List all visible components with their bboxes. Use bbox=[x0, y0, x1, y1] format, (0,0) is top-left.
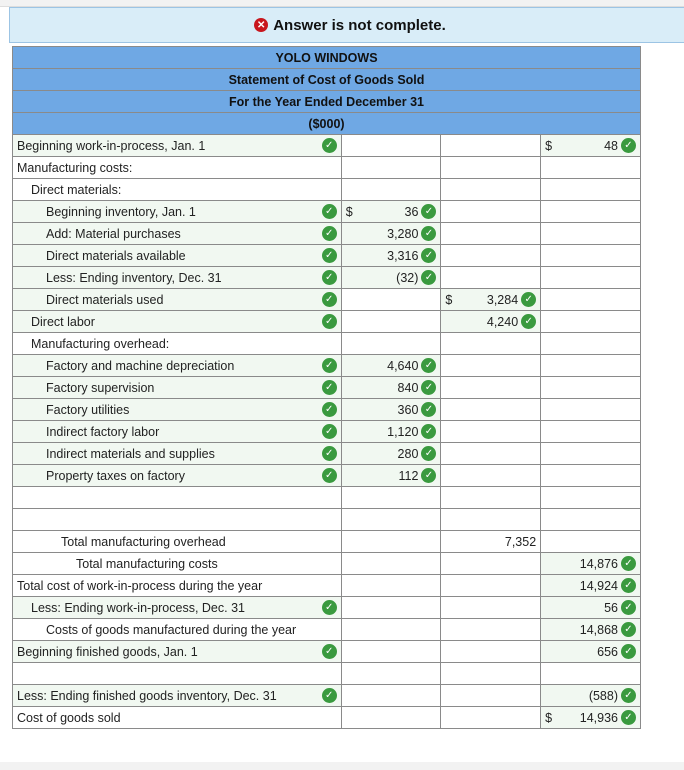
check-icon: ✓ bbox=[322, 138, 337, 153]
amount-cell-col2[interactable] bbox=[341, 289, 441, 311]
row-label: Property taxes on factory bbox=[46, 468, 185, 483]
row-label: Indirect materials and supplies bbox=[46, 446, 215, 461]
table-row bbox=[13, 553, 641, 575]
amount-cell-col3[interactable] bbox=[441, 377, 541, 399]
amount-cell-col2[interactable] bbox=[341, 135, 441, 157]
check-icon: ✓ bbox=[421, 402, 436, 417]
amount-value: 1,120 bbox=[387, 424, 419, 439]
amount-cell-col3[interactable] bbox=[441, 465, 541, 487]
row-label: Beginning work-in-process, Jan. 1 bbox=[17, 138, 206, 153]
table-row bbox=[13, 641, 641, 663]
table-row bbox=[13, 399, 641, 421]
amount-cell-col3[interactable] bbox=[441, 685, 541, 707]
table-row bbox=[13, 575, 641, 597]
row-label: Costs of goods manufactured during the year bbox=[46, 622, 297, 637]
row-label: Direct materials available bbox=[46, 248, 186, 263]
table-row bbox=[13, 421, 641, 443]
amount-cell-col3[interactable] bbox=[441, 201, 541, 223]
row-label: Less: Ending finished goods inventory, Dec. 31 bbox=[17, 688, 277, 703]
amount-cell-col4[interactable] bbox=[541, 179, 641, 201]
dollar-sign: $ bbox=[445, 292, 453, 307]
table-row bbox=[13, 619, 641, 641]
amount-value: (32) bbox=[396, 270, 419, 285]
amount-cell-col2[interactable] bbox=[341, 707, 441, 729]
amount-cell-col3[interactable] bbox=[441, 641, 541, 663]
amount-value: 4,640 bbox=[387, 358, 419, 373]
check-icon: ✓ bbox=[322, 468, 337, 483]
top-bar bbox=[0, 0, 684, 7]
check-icon: ✓ bbox=[421, 226, 436, 241]
table-row bbox=[13, 333, 641, 355]
row-label: Cost of goods sold bbox=[17, 710, 121, 725]
check-icon: ✓ bbox=[421, 204, 436, 219]
label-cell[interactable] bbox=[13, 641, 342, 663]
check-icon: ✓ bbox=[621, 710, 636, 725]
label-cell[interactable] bbox=[13, 619, 342, 641]
amount-cell-col2[interactable] bbox=[341, 355, 441, 377]
amount-cell-col4[interactable] bbox=[541, 333, 641, 355]
amount-value: 3,316 bbox=[387, 248, 419, 263]
amount-cell-col4[interactable] bbox=[541, 487, 641, 509]
amount-cell-col2[interactable] bbox=[341, 443, 441, 465]
check-icon: ✓ bbox=[322, 314, 337, 329]
label-cell[interactable] bbox=[13, 333, 342, 355]
table-row bbox=[13, 355, 641, 377]
amount-value: 14,936 bbox=[579, 710, 618, 725]
check-icon: ✓ bbox=[322, 204, 337, 219]
amount-cell-col2[interactable] bbox=[341, 663, 441, 685]
table-row bbox=[13, 597, 641, 619]
label-cell[interactable] bbox=[13, 421, 342, 443]
row-label: Factory and machine depreciation bbox=[46, 358, 235, 373]
amount-cell-col4[interactable] bbox=[541, 311, 641, 333]
row-label: Total cost of work-in-process during the year bbox=[17, 578, 263, 593]
amount-cell-col3[interactable] bbox=[441, 245, 541, 267]
amount-cell-col2[interactable] bbox=[341, 223, 441, 245]
amount-value: (588) bbox=[588, 688, 618, 703]
amount-cell-col3[interactable] bbox=[441, 575, 541, 597]
amount-value: 48 bbox=[604, 138, 618, 153]
row-label: Less: Ending inventory, Dec. 31 bbox=[46, 270, 222, 285]
amount-cell-col2[interactable] bbox=[341, 201, 441, 223]
amount-cell-col3[interactable] bbox=[441, 443, 541, 465]
table-row bbox=[13, 509, 641, 531]
amount-cell-col3[interactable] bbox=[441, 267, 541, 289]
amount-cell-col2[interactable] bbox=[341, 531, 441, 553]
label-cell[interactable] bbox=[13, 289, 342, 311]
bottom-bar bbox=[0, 762, 684, 770]
amount-value: 840 bbox=[397, 380, 419, 395]
label-cell[interactable] bbox=[13, 245, 342, 267]
header-row bbox=[13, 47, 641, 69]
check-icon: ✓ bbox=[421, 380, 436, 395]
check-icon: ✓ bbox=[322, 226, 337, 241]
table-row bbox=[13, 223, 641, 245]
table-row bbox=[13, 157, 641, 179]
label-cell[interactable] bbox=[13, 553, 342, 575]
row-label: Factory supervision bbox=[46, 380, 155, 395]
amount-cell-col2[interactable] bbox=[341, 333, 441, 355]
table-row bbox=[13, 245, 641, 267]
check-icon: ✓ bbox=[421, 468, 436, 483]
amount-cell-col4[interactable] bbox=[541, 641, 641, 663]
check-icon: ✓ bbox=[621, 138, 636, 153]
x-circle-icon: ✕ bbox=[254, 18, 268, 32]
amount-cell-col4[interactable] bbox=[541, 443, 641, 465]
label-cell[interactable] bbox=[13, 135, 342, 157]
amount-cell-col4[interactable] bbox=[541, 355, 641, 377]
amount-cell-col3[interactable] bbox=[441, 421, 541, 443]
check-icon: ✓ bbox=[322, 248, 337, 263]
label-cell[interactable] bbox=[13, 267, 342, 289]
amount-cell-col2[interactable] bbox=[341, 575, 441, 597]
table-row bbox=[13, 201, 641, 223]
amount-cell-col3[interactable] bbox=[441, 333, 541, 355]
amount-cell-col3[interactable] bbox=[441, 597, 541, 619]
amount-cell-col2[interactable] bbox=[341, 399, 441, 421]
table-row bbox=[13, 685, 641, 707]
row-label: Beginning inventory, Jan. 1 bbox=[46, 204, 196, 219]
amount-cell-col4[interactable] bbox=[541, 465, 641, 487]
row-label: Add: Material purchases bbox=[46, 226, 181, 241]
row-label: Indirect factory labor bbox=[46, 424, 160, 439]
check-icon: ✓ bbox=[521, 314, 536, 329]
check-icon: ✓ bbox=[421, 424, 436, 439]
amount-value: 14,876 bbox=[579, 556, 618, 571]
amount-cell-col4[interactable] bbox=[541, 399, 641, 421]
statement-period: For the Year Ended December 31 bbox=[13, 91, 641, 113]
label-cell[interactable] bbox=[13, 531, 342, 553]
amount-cell-col3[interactable] bbox=[441, 289, 541, 311]
label-cell[interactable] bbox=[13, 597, 342, 619]
amount-cell-col3[interactable] bbox=[441, 707, 541, 729]
amount-value: 280 bbox=[397, 446, 419, 461]
label-cell[interactable] bbox=[13, 509, 342, 531]
amount-cell-col4[interactable] bbox=[541, 619, 641, 641]
table-row bbox=[13, 663, 641, 685]
label-cell[interactable] bbox=[13, 465, 342, 487]
check-icon: ✓ bbox=[621, 578, 636, 593]
label-cell[interactable] bbox=[13, 179, 342, 201]
amount-cell-col4[interactable] bbox=[541, 553, 641, 575]
amount-cell-col2[interactable] bbox=[341, 157, 441, 179]
label-cell[interactable] bbox=[13, 487, 342, 509]
row-label: Manufacturing overhead: bbox=[31, 336, 170, 351]
amount-cell-col3[interactable] bbox=[441, 135, 541, 157]
table-row bbox=[13, 179, 641, 201]
amount-cell-col3[interactable] bbox=[441, 531, 541, 553]
check-icon: ✓ bbox=[621, 556, 636, 571]
dollar-sign: $ bbox=[345, 204, 353, 219]
label-cell[interactable] bbox=[13, 443, 342, 465]
amount-cell-col3[interactable] bbox=[441, 487, 541, 509]
table-row bbox=[13, 267, 641, 289]
amount-value: 7,352 bbox=[504, 534, 537, 549]
header-row bbox=[13, 113, 641, 135]
label-cell[interactable] bbox=[13, 399, 342, 421]
row-label: Less: Ending work-in-process, Dec. 31 bbox=[31, 600, 245, 615]
amount-value: 360 bbox=[397, 402, 419, 417]
amount-cell-col3[interactable] bbox=[441, 553, 541, 575]
table-row bbox=[13, 311, 641, 333]
amount-cell-col4[interactable] bbox=[541, 597, 641, 619]
check-icon: ✓ bbox=[322, 358, 337, 373]
amount-cell-col3[interactable] bbox=[441, 179, 541, 201]
amount-cell-col3[interactable] bbox=[441, 663, 541, 685]
amount-value: 3,280 bbox=[387, 226, 419, 241]
label-cell[interactable] bbox=[13, 157, 342, 179]
row-label: Total manufacturing overhead bbox=[61, 534, 226, 549]
amount-cell-col2[interactable] bbox=[341, 179, 441, 201]
amount-cell-col2[interactable] bbox=[341, 685, 441, 707]
check-icon: ✓ bbox=[421, 358, 436, 373]
table-row bbox=[13, 377, 641, 399]
amount-cell-col3[interactable] bbox=[441, 311, 541, 333]
label-cell[interactable] bbox=[13, 707, 342, 729]
label-cell[interactable] bbox=[13, 355, 342, 377]
label-cell[interactable] bbox=[13, 575, 342, 597]
amount-cell-col4[interactable] bbox=[541, 509, 641, 531]
check-icon: ✓ bbox=[322, 600, 337, 615]
row-label: Direct materials used bbox=[46, 292, 164, 307]
label-cell[interactable] bbox=[13, 663, 342, 685]
amount-cell-col4[interactable] bbox=[541, 289, 641, 311]
amount-cell-col4[interactable] bbox=[541, 707, 641, 729]
status-text: Answer is not complete. bbox=[273, 16, 446, 34]
cogs-statement-table bbox=[12, 46, 641, 729]
amount-value: 112 bbox=[398, 468, 419, 483]
amount-cell-col3[interactable] bbox=[441, 619, 541, 641]
amount-cell-col4[interactable] bbox=[541, 575, 641, 597]
amount-cell-col4[interactable] bbox=[541, 685, 641, 707]
amount-cell-col3[interactable] bbox=[441, 355, 541, 377]
check-icon: ✓ bbox=[322, 270, 337, 285]
label-cell[interactable] bbox=[13, 685, 342, 707]
amount-cell-col2[interactable] bbox=[341, 245, 441, 267]
amount-value: 4,240 bbox=[486, 314, 519, 329]
amount-cell-col3[interactable] bbox=[441, 223, 541, 245]
dollar-sign: $ bbox=[545, 138, 553, 153]
check-icon: ✓ bbox=[621, 622, 636, 637]
amount-cell-col4[interactable] bbox=[541, 663, 641, 685]
amount-value: 36 bbox=[404, 204, 419, 219]
amount-cell-col2[interactable] bbox=[341, 509, 441, 531]
amount-cell-col2[interactable] bbox=[341, 487, 441, 509]
amount-cell-col2[interactable] bbox=[341, 311, 441, 333]
statement-units: ($000) bbox=[13, 113, 641, 135]
row-label: Beginning finished goods, Jan. 1 bbox=[17, 644, 198, 659]
table-row bbox=[13, 531, 641, 553]
check-icon: ✓ bbox=[421, 270, 436, 285]
amount-cell-col3[interactable] bbox=[441, 157, 541, 179]
header-row bbox=[13, 69, 641, 91]
amount-cell-col2[interactable] bbox=[341, 619, 441, 641]
table-row bbox=[13, 465, 641, 487]
amount-cell-col2[interactable] bbox=[341, 267, 441, 289]
check-icon: ✓ bbox=[322, 688, 337, 703]
amount-cell-col4[interactable] bbox=[541, 245, 641, 267]
label-cell[interactable] bbox=[13, 377, 342, 399]
row-label: Manufacturing costs: bbox=[17, 160, 133, 175]
label-cell[interactable] bbox=[13, 311, 342, 333]
amount-cell-col4[interactable] bbox=[541, 157, 641, 179]
status-banner bbox=[9, 7, 684, 43]
amount-cell-col4[interactable] bbox=[541, 201, 641, 223]
row-label: Factory utilities bbox=[46, 402, 130, 417]
dollar-sign: $ bbox=[545, 710, 553, 725]
amount-value: 14,868 bbox=[579, 622, 618, 637]
amount-cell-col4[interactable] bbox=[541, 421, 641, 443]
table-row bbox=[13, 289, 641, 311]
amount-value: 14,924 bbox=[579, 578, 618, 593]
check-icon: ✓ bbox=[521, 292, 536, 307]
amount-value: 656 bbox=[597, 644, 618, 659]
statement-title: Statement of Cost of Goods Sold bbox=[13, 69, 641, 91]
amount-cell-col2[interactable] bbox=[341, 465, 441, 487]
amount-cell-col2[interactable] bbox=[341, 421, 441, 443]
amount-cell-col4[interactable] bbox=[541, 377, 641, 399]
check-icon: ✓ bbox=[421, 446, 436, 461]
amount-cell-col2[interactable] bbox=[341, 377, 441, 399]
check-icon: ✓ bbox=[621, 600, 636, 615]
header-row bbox=[13, 91, 641, 113]
amount-cell-col4[interactable] bbox=[541, 135, 641, 157]
check-icon: ✓ bbox=[322, 424, 337, 439]
amount-cell-col2[interactable] bbox=[341, 597, 441, 619]
table-row bbox=[13, 487, 641, 509]
amount-cell-col3[interactable] bbox=[441, 399, 541, 421]
amount-cell-col4[interactable] bbox=[541, 531, 641, 553]
company-name: YOLO WINDOWS bbox=[13, 47, 641, 69]
check-icon: ✓ bbox=[322, 292, 337, 307]
amount-cell-col2[interactable] bbox=[341, 553, 441, 575]
table-row bbox=[13, 443, 641, 465]
amount-cell-col3[interactable] bbox=[441, 509, 541, 531]
check-icon: ✓ bbox=[621, 644, 636, 659]
amount-cell-col4[interactable] bbox=[541, 223, 641, 245]
row-label: Direct materials: bbox=[31, 182, 122, 197]
row-label: Total manufacturing costs bbox=[76, 556, 218, 571]
check-icon: ✓ bbox=[322, 380, 337, 395]
check-icon: ✓ bbox=[322, 644, 337, 659]
table-row bbox=[13, 135, 641, 157]
label-cell[interactable] bbox=[13, 223, 342, 245]
check-icon: ✓ bbox=[322, 446, 337, 461]
label-cell[interactable] bbox=[13, 201, 342, 223]
check-icon: ✓ bbox=[421, 248, 436, 263]
amount-value: 3,284 bbox=[486, 292, 519, 307]
amount-cell-col4[interactable] bbox=[541, 267, 641, 289]
row-label: Direct labor bbox=[31, 314, 95, 329]
check-icon: ✓ bbox=[621, 688, 636, 703]
amount-cell-col2[interactable] bbox=[341, 641, 441, 663]
amount-value: 56 bbox=[604, 600, 618, 615]
check-icon: ✓ bbox=[322, 402, 337, 417]
table-row bbox=[13, 707, 641, 729]
